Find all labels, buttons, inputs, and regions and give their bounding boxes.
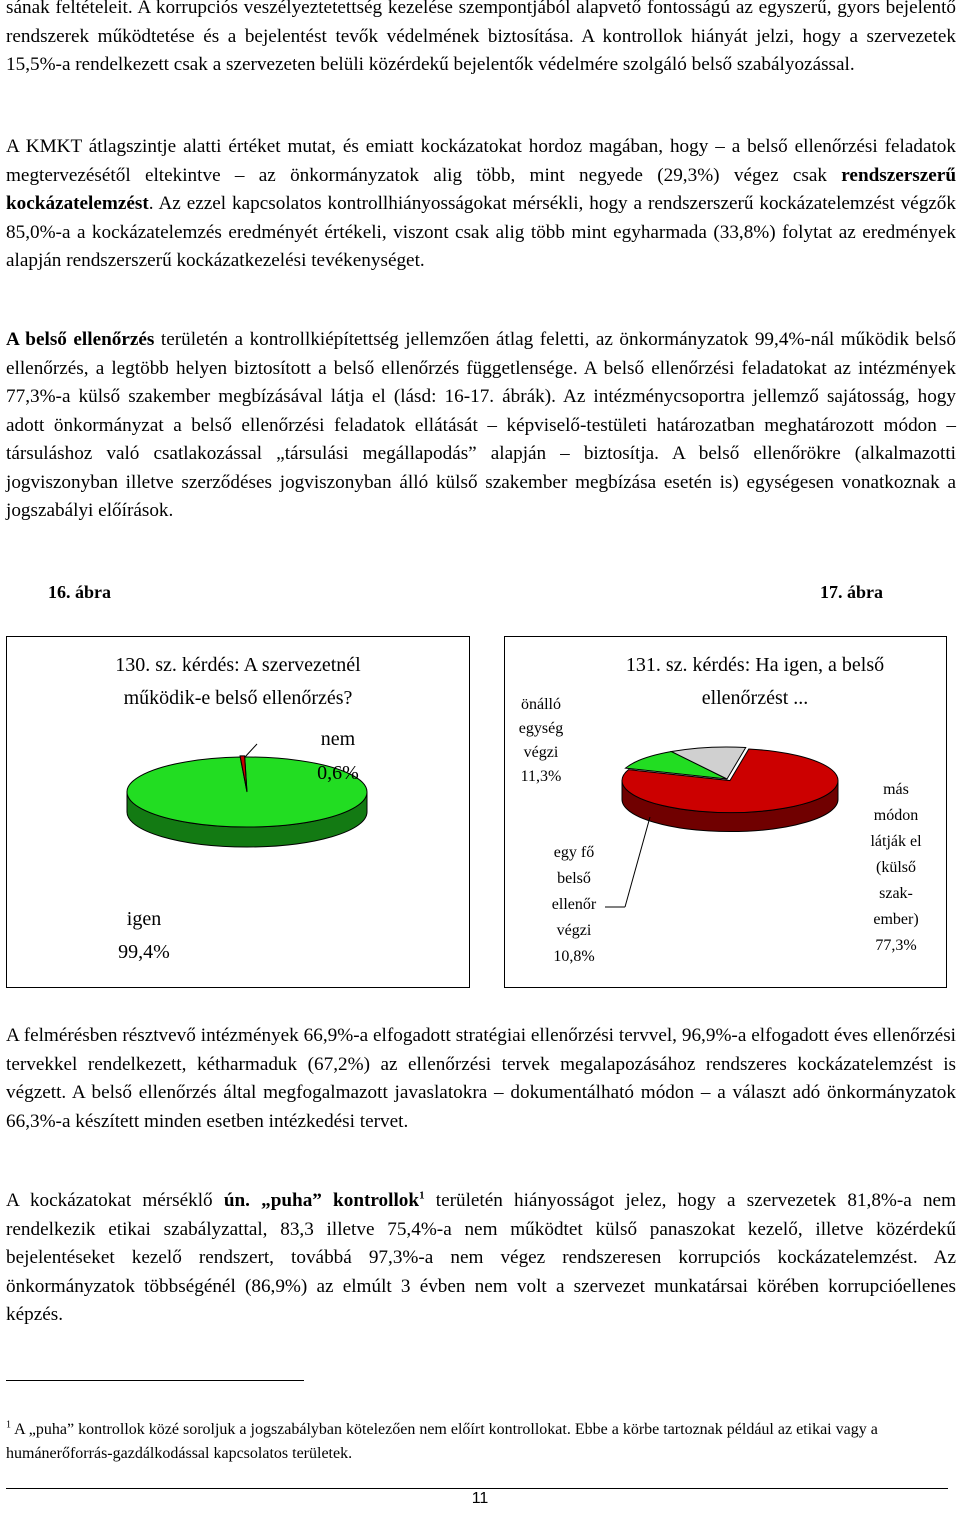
page-number: 11	[471, 1490, 489, 1507]
footnote	[6, 1418, 956, 1466]
chart-16-value-igen: 99,4%	[118, 941, 170, 963]
chart-16-label-nem: nem	[320, 728, 356, 750]
chart-17-value-onallo: 11,3%	[520, 768, 562, 785]
chart-17-value-egyfo: 10,8%	[553, 948, 595, 965]
paragraph-text: A kockázatokat mérséklő	[6, 1190, 224, 1211]
chart-16-value-nem: 0,6%	[317, 762, 359, 784]
page-footer-rule	[6, 1488, 948, 1489]
chart-17-label-line: belső	[557, 870, 591, 887]
figure-16-label: 16. ábra	[48, 582, 111, 602]
footnote-marker: 1	[6, 1419, 11, 1431]
paragraph-text: A KMKT átlagszintje alatti értéket mutat, és emiatt kockázatokat hordoz magában, hogy – a belső ellenőrzési feladatok megtervezésétől eltekintve – az önkormányzatok alig több, mint negyede (29,3%) végez csak	[6, 136, 956, 186]
chart-16-label-igen: igen	[126, 908, 162, 930]
figure-17-label: 17. ábra	[820, 582, 883, 602]
chart-17-box	[504, 636, 947, 988]
paragraph-reporting-systems	[6, 0, 956, 80]
chart-17-label-line: ember)	[873, 911, 919, 928]
paragraph-text: területén a kontrollkiépítettség jellemzően átlag feletti, az önkormányzatok 99,4%-nál működik belső ellenőrzés, a legtöbb helyen biztosított a belső ellenőrzés függetlensége. A belső ellenőrzési feladatokat az intézmények 77,3%-a külső szakember megbízásával látja el (lásd: 16-17. ábrák). Az intézménycsoportra jellemző sajátosság, hogy adott önkormányzat a belső ellenőrzési feladatok ellátását – képviselő-testületi határozatban meghatározott módon – társuláshoz való csatlakozással „társulási megállapodás” alapján – biztosítja. A belső ellenőrökre (alkalmazotti jogviszonyban illetve szerződéses jogviszonyban álló külső szakember megbízása esetén is) egységesen vonatkoznak a jogszabályi előírások.	[6, 329, 956, 521]
leader-line	[245, 744, 257, 757]
chart-16-box	[6, 636, 470, 988]
paragraph-text: sának feltételeit. A korrupciós veszélyeztetettség kezelése szempontjából alapvető fontosságú az egyszerű, gyors bejelentő rendszerek működtetése és a bejelentést tevők védelmének biztosítása. A kontrollok hiányát jelzi, hogy a szervezetek 15,5%-a rendelkezett csak a szervezeten belüli közérdekű bejelentők védelmére szolgáló belső szabályozással.	[6, 0, 956, 75]
chart-17-label-line: módon	[873, 807, 919, 824]
chart-17-title-line2: ellenőrzést ...	[701, 687, 809, 709]
chart-17-title-line1: 131. sz. kérdés: Ha igen, a belső	[625, 654, 885, 676]
chart-17-label-line: végzi	[556, 922, 592, 939]
footnote-reference[interactable]: 1	[419, 1189, 425, 1202]
paragraph-text: területén hiányosságot jelez, hogy a szervezetek 81,8%-a nem rendelkezik etikai szabályzattal, 83,3 illetve 75,4%-a nem működtet külső panaszokat kezelő, illetve közérdekű bejelentéseket kezelő rendszert, továbbá 97,3%-a nem végez rendszeresen korrupciós kockázatelemzést. Az önkormányzatok többségénél (86,9%) az elmúlt 3 évben nem volt a szervezet munkatársai körében korrupcióellenes képzés.	[6, 1190, 957, 1325]
paragraph-soft-controls	[6, 1187, 956, 1330]
chart-17-label-onallo	[505, 693, 577, 789]
chart-17-label-line: egy fő	[553, 844, 595, 861]
footnote-separator	[6, 1380, 304, 1381]
chart-17-label-line: (külső	[876, 859, 916, 876]
paragraph-text: A felmérésben résztvevő intézmények 66,9%-a elfogadott stratégiai ellenőrzési tervvel, 96,9%-a elfogadott éves ellenőrzési tervekkel rendelkezett, kétharmaduk (67,2%) az ellenőrzési tervek megalapozásához rendszeres kockázatelemzést is végzett. A belső ellenőrzés által megfogalmazott javaslatokra – dokumentálható módon – a választ adó önkormányzatok 66,3%-a készített minden esetben intézkedési tervet.	[6, 1025, 956, 1132]
footnote-text: A „puha” kontrollok közé soroljuk a jogszabályban kötelezően nem előírt kontrollokat. Ebbe a körbe tartoznak például az etikai vagy a humánerőforrás-gazdálkodással kapcsolatos területek.	[6, 1421, 878, 1462]
chart-17-label-line: látják el	[870, 833, 922, 850]
paragraph-internal-audit	[6, 326, 956, 526]
chart-17-label-line: egység	[518, 720, 564, 737]
chart-17-value-mas-modon: 77,3%	[875, 937, 917, 954]
chart-17-label-line: szak-	[879, 885, 913, 902]
chart-16-title-line2: működik-e belső ellenőrzés?	[123, 687, 353, 709]
paragraph-risk-analysis	[6, 133, 956, 276]
chart-17-label-line: ellenőr	[551, 896, 597, 913]
bold-term: rendszerszerű kockázatelemzést	[6, 164, 956, 214]
chart-17-label-egyfo	[533, 840, 615, 970]
chart-16-title-line1: 130. sz. kérdés: A szervezetnél	[115, 654, 361, 676]
chart-17-label-line: más	[883, 781, 909, 798]
bold-term-text: ún. „puha” kontrollok	[223, 1190, 420, 1211]
paragraph-text: . Az ezzel kapcsolatos kontrollhiányosságokat mérsékli, hogy a rendszerszerű kockázatelemzést végzők 85,0%-a a kockázatelemzés eredményét értékeli, viszont csak alig több mint egyharmada (33,8%) folytat az eredmények alapján rendszerszerű kockázatkezelési tevékenységet.	[6, 193, 956, 271]
chart-17-label-mas-modon	[855, 777, 937, 959]
bold-term	[224, 1190, 425, 1211]
chart-17-label-line: végzi	[523, 744, 559, 761]
chart-17-label-line: önálló	[521, 696, 561, 713]
leader-line	[625, 817, 650, 907]
bold-term: A belső ellenőrzés	[6, 329, 155, 350]
paragraph-audit-plans	[6, 1022, 956, 1136]
